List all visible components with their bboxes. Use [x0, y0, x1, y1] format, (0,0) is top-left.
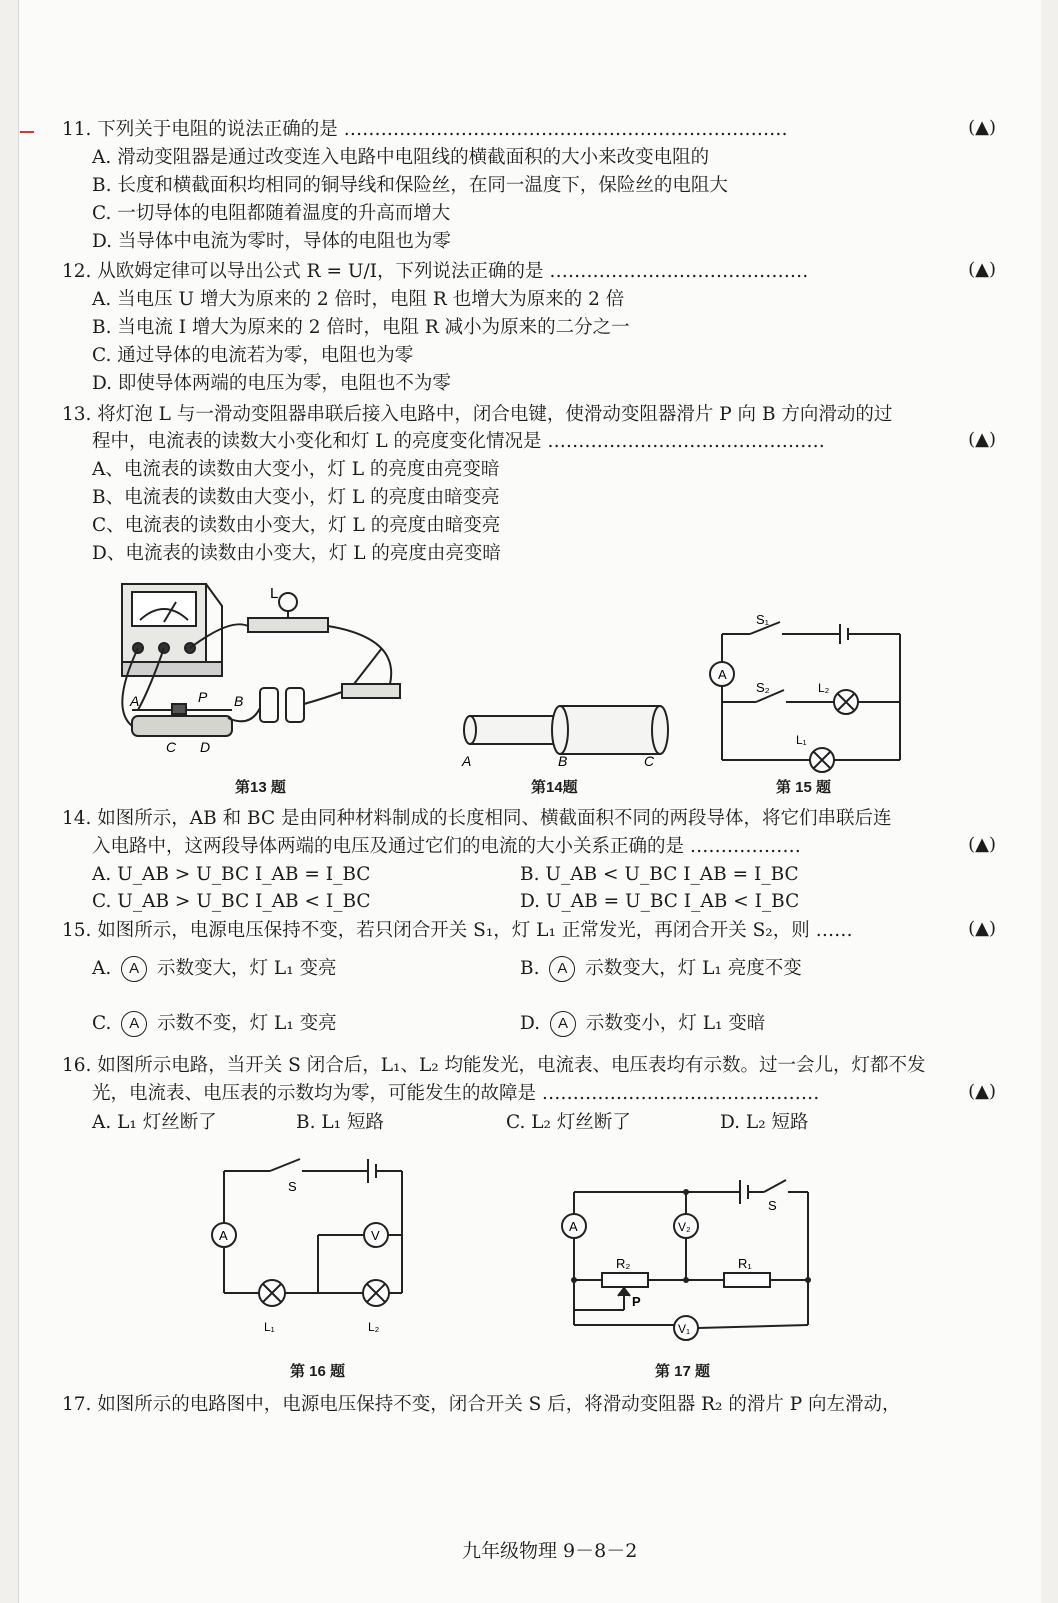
answer-mark-icon: (▲): [968, 918, 996, 939]
fig16-label-l1: L₁: [264, 1320, 275, 1334]
q11-option-c: C. 一切导体的电阻都随着温度的升高而增大: [92, 203, 451, 224]
option-text: 示数变大，灯 L₁ 变亮: [157, 958, 337, 979]
option-text: 示数变小，灯 L₁ 变暗: [585, 1013, 766, 1034]
fig17-label-r2: R₂: [616, 1256, 631, 1271]
figure-16-caption: 第 16 题: [290, 1363, 346, 1380]
answer-mark-icon: (▲): [968, 259, 996, 280]
fig14-label-c: C: [644, 753, 655, 769]
fig15-label-l2: L₂: [818, 681, 830, 695]
q12-option-c: C. 通过导体的电流若为零，电阻也为零: [92, 345, 414, 366]
ammeter-icon: A: [121, 956, 147, 982]
q16-option-a: A. L₁ 灯丝断了: [92, 1112, 217, 1133]
q14-option-d: D. U_AB = U_BC I_AB < I_BC: [520, 891, 800, 912]
q14-stem-line2: 入电路中，这两段导体两端的电压及通过它们的电流的大小关系正确的是 ………………: [92, 836, 801, 857]
fig13-label-b: B: [234, 693, 244, 709]
figure-14-conductors: [460, 700, 700, 770]
answer-mark-icon: (▲): [968, 117, 996, 138]
q15-stem: 15. 如图所示，电源电压保持不变，若只闭合开关 S₁，灯 L₁ 正常发光，再闭合开关 S₂，则 ……: [62, 920, 853, 941]
option-letter: C.: [92, 1013, 112, 1034]
fig16-label-l2: L₂: [368, 1320, 380, 1334]
q12-option-b: B. 当电流 I 增大为原来的 2 倍时，电阻 R 减小为原来的二分之一: [92, 317, 630, 338]
q13-stem-line2: 程中，电流表的读数大小变化和灯 L 的亮度变化情况是 ………………………………………: [92, 431, 825, 452]
q11-option-b: B. 长度和横截面积均相同的铜导线和保险丝，在同一温度下，保险丝的电阻大: [92, 175, 728, 196]
q11-stem: 11. 下列关于电阻的说法正确的是 ………………………………………………………………: [62, 119, 788, 140]
red-margin-mark: [20, 131, 34, 133]
fig17-label-r1: R₁: [738, 1256, 752, 1271]
page-footer: 九年级物理 9－8－2: [462, 1540, 638, 1562]
fig17-voltmeter-v2: V₂: [678, 1220, 691, 1234]
ammeter-icon: A: [549, 956, 575, 982]
fig17-voltmeter-v1: V₁: [678, 1322, 691, 1336]
fig17-ammeter: A: [569, 1219, 578, 1234]
q14-option-a: A. U_AB > U_BC I_AB = I_BC: [92, 864, 371, 885]
q16-option-d: D. L₂ 短路: [720, 1112, 809, 1133]
fig17-label-p: P: [632, 1294, 641, 1309]
q12-option-a: A. 当电压 U 增大为原来的 2 倍时，电阻 R 也增大为原来的 2 倍: [92, 289, 625, 310]
fig13-label-c: C: [166, 739, 177, 755]
fig14-label-a: A: [462, 753, 472, 769]
fig15-ammeter: A: [718, 667, 727, 682]
option-text: 示数不变，灯 L₁ 变亮: [157, 1013, 337, 1034]
fig13-label-a: A: [130, 693, 140, 709]
option-letter: B.: [520, 958, 540, 979]
figure-17-circuit: [560, 1170, 820, 1355]
q13-stem-line1: 13. 将灯泡 L 与一滑动变阻器串联后接入电路中，闭合电键，使滑动变阻器滑片 P 向 B 方向滑动的过: [62, 404, 893, 425]
figure-13-apparatus: [110, 578, 430, 778]
q13-option-b: B、电流表的读数由大变小，灯 L 的亮度由暗变亮: [92, 487, 500, 508]
q14-stem-line1: 14. 如图所示，AB 和 BC 是由同种材料制成的长度相同、横截面积不同的两段导体，将它们串联后连: [62, 808, 892, 829]
q12-stem: 12. 从欧姆定律可以导出公式 R = U/I，下列说法正确的是 ……………………………………: [62, 261, 809, 282]
option-letter: A.: [92, 958, 112, 979]
answer-mark-icon: (▲): [968, 429, 996, 450]
option-letter: D.: [520, 1013, 541, 1034]
ammeter-icon: A: [121, 1011, 147, 1037]
q15-option-b: [520, 956, 802, 982]
fig16-voltmeter: V: [371, 1228, 380, 1243]
q15-option-d: [520, 1011, 765, 1037]
q12-option-d: D. 即使导体两端的电压为零，电阻也不为零: [92, 373, 451, 394]
fig13-label-d: D: [200, 739, 211, 755]
q13-option-d: D、电流表的读数由小变大，灯 L 的亮度由亮变暗: [92, 543, 501, 564]
fig13-label-p: P: [198, 689, 208, 705]
q11-option-d: D. 当导体中电流为零时，导体的电阻也为零: [92, 231, 451, 252]
q16-option-c: C. L₂ 灯丝断了: [506, 1112, 631, 1133]
q11-option-a: A. 滑动变阻器是通过改变连入电路中电阻线的横截面积的大小来改变电阻的: [92, 147, 710, 168]
answer-mark-icon: (▲): [968, 834, 996, 855]
q16-option-b: B. L₁ 短路: [296, 1112, 384, 1133]
option-text: 示数变大，灯 L₁ 亮度不变: [585, 958, 802, 979]
fig15-label-s2: S₂: [756, 680, 770, 695]
q13-option-a: A、电流表的读数由大变小，灯 L 的亮度由亮变暗: [92, 459, 500, 480]
fig13-label-l: L: [270, 585, 279, 602]
figure-14-caption: 第14题: [531, 779, 578, 796]
figure-13-caption: 第13 题: [235, 779, 286, 796]
q14-option-c: C. U_AB > U_BC I_AB < I_BC: [92, 891, 371, 912]
fig15-label-l1: L₁: [796, 733, 807, 747]
fig14-label-b: B: [558, 753, 568, 769]
fig16-ammeter: A: [219, 1228, 228, 1243]
fig16-label-s: S: [288, 1179, 297, 1194]
q15-option-a: [92, 956, 337, 982]
fig15-label-s1: S₁: [756, 612, 770, 627]
figure-17-caption: 第 17 题: [655, 1363, 711, 1380]
answer-mark-icon: (▲): [968, 1081, 996, 1102]
ammeter-icon: A: [550, 1011, 576, 1037]
figure-16-circuit: [200, 1155, 420, 1355]
q16-stem-line2: 光，电流表、电压表的示数均为零，可能发生的故障是 ………………………………………: [92, 1083, 820, 1104]
figure-15-circuit: [700, 612, 920, 772]
figure-15-caption: 第 15 题: [776, 779, 832, 796]
q14-option-b: B. U_AB < U_BC I_AB = I_BC: [520, 864, 799, 885]
q16-stem-line1: 16. 如图所示电路，当开关 S 闭合后，L₁、L₂ 均能发光，电流表、电压表均有示数。过一会儿，灯都不发: [62, 1055, 926, 1076]
q15-option-c: [92, 1011, 337, 1037]
q17-stem: 17. 如图所示的电路图中，电源电压保持不变，闭合开关 S 后，将滑动变阻器 R₂ 的滑片 P 向左滑动，: [62, 1394, 901, 1415]
fig17-label-s: S: [768, 1198, 777, 1213]
q13-option-c: C、电流表的读数由小变大，灯 L 的亮度由暗变亮: [92, 515, 501, 536]
